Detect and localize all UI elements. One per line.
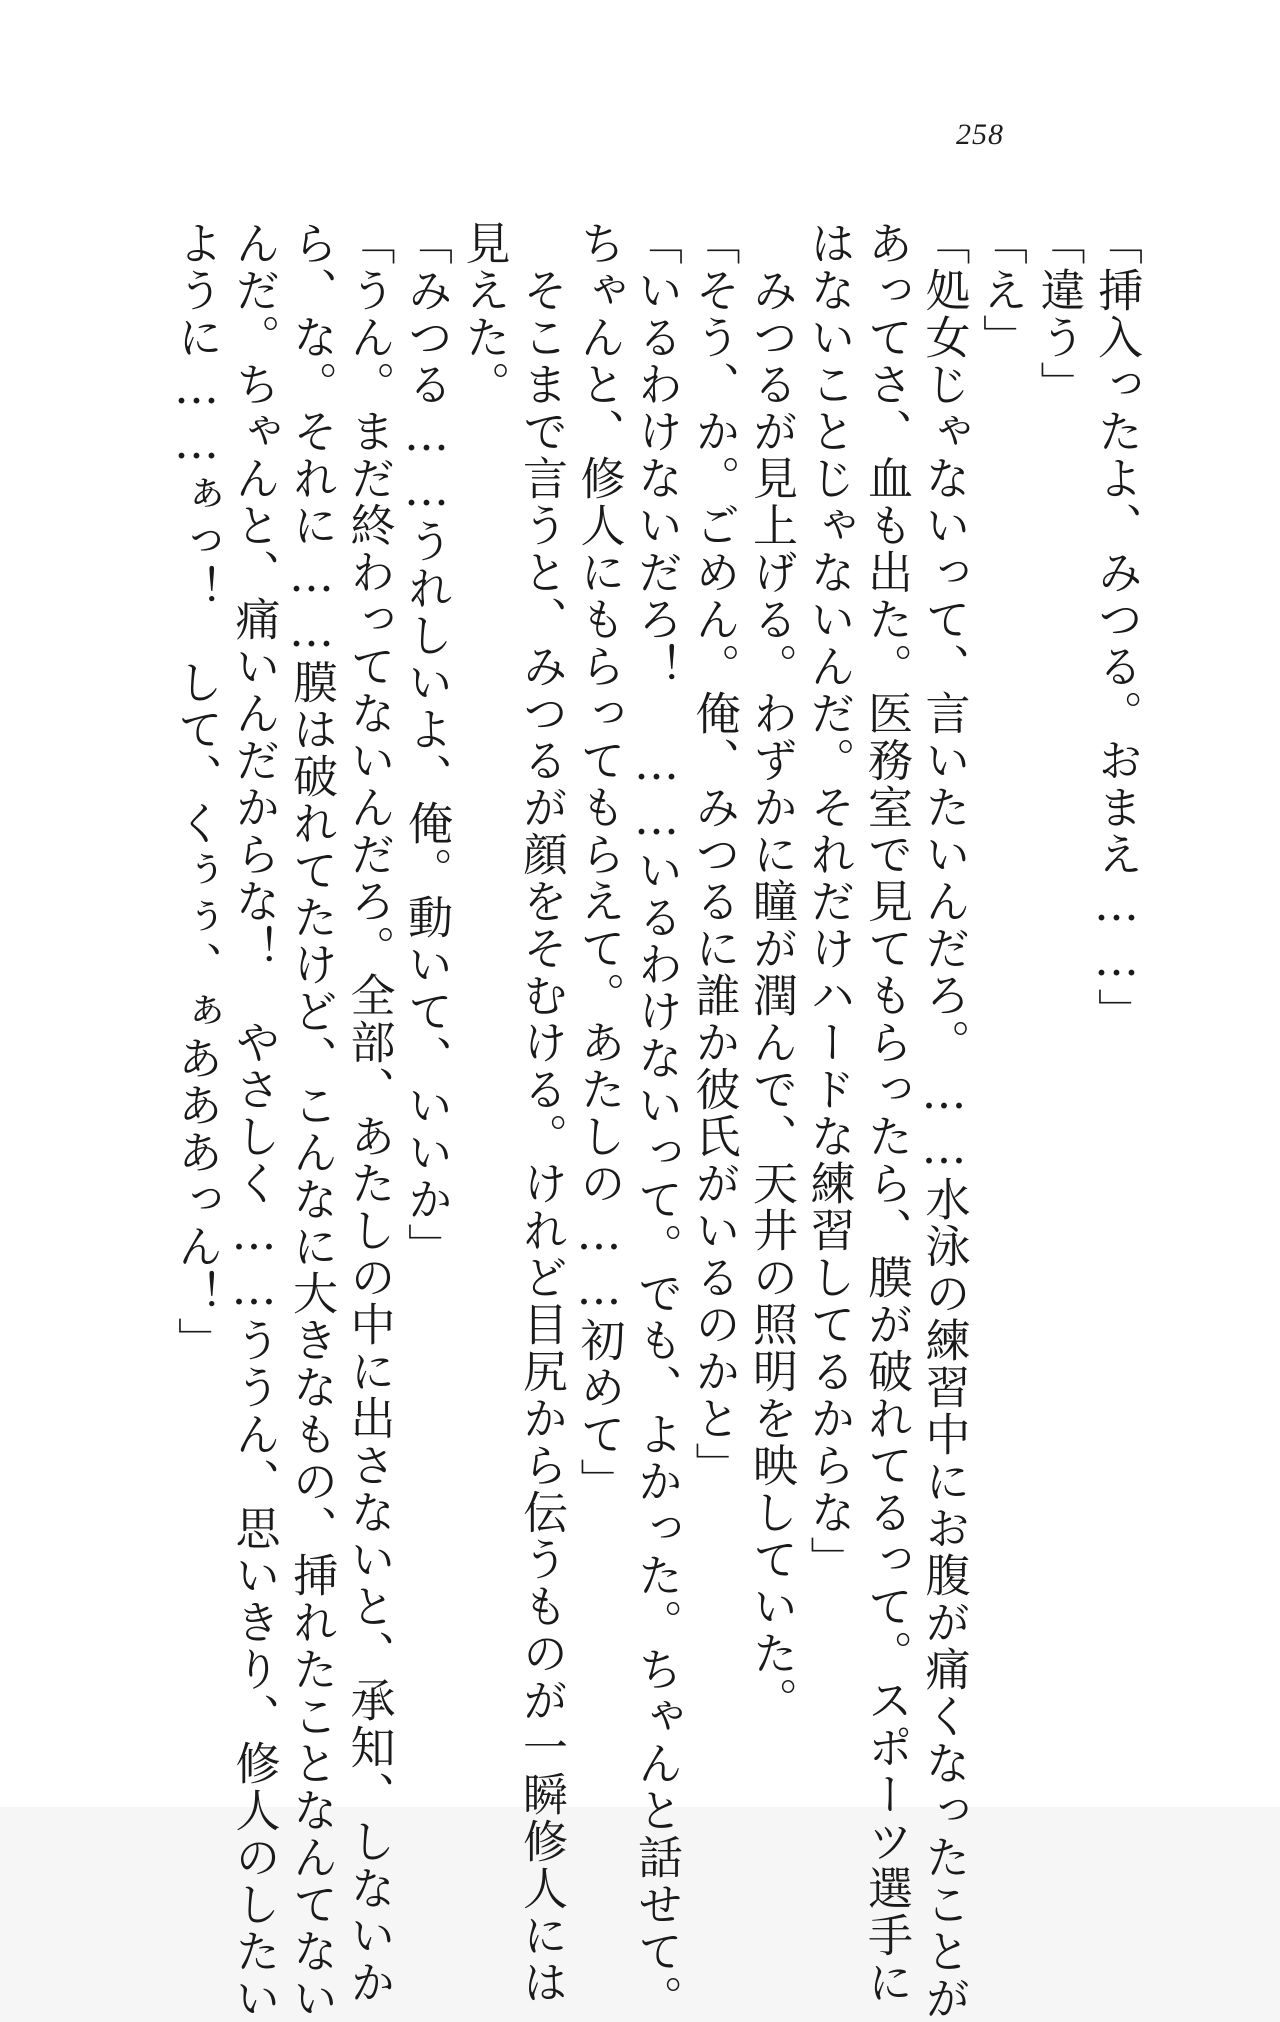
page-number: 258 bbox=[956, 118, 1004, 151]
text-line: あってさ、血も出た。医務室で見てもらったら、膜が破れてるって。スポーツ選手に bbox=[860, 220, 913, 2006]
text-line: みつるが見上げる。わずかに瞳が潤んで、天井の照明を映していた。 bbox=[745, 220, 798, 1724]
text-line: ら、な。それに……膜は破れてたけど、こんなに大きなもの、挿れたことなんてない bbox=[285, 220, 338, 2022]
text-line: 見えた。 bbox=[457, 220, 511, 408]
text-line: 「みつる……うれしいよ、俺。動いて、いいか」 bbox=[400, 220, 453, 1270]
text-line: ように……ぁっ！ して、くぅぅ、ぁあああっん！」 bbox=[170, 220, 223, 1364]
text-line: 「うん。まだ終わってないんだろ。全部、あたしの中に出さないと、承知、しないか bbox=[342, 220, 396, 2006]
text-line: ちゃんと、修人にもらってもらえて。あたしの……初めて」 bbox=[572, 220, 626, 1505]
text-line: んだ。ちゃんと、痛いんだからな！ やさしく……ううん、思いきり、修人のしたい bbox=[227, 220, 281, 2022]
text-line: はないことじゃないんだ。それだけハードな練習してるからな」 bbox=[802, 220, 856, 1583]
text-line: そこまで言うと、みつるが顔をそむける。けれど目尻から伝うものが一瞬修人には bbox=[515, 220, 568, 2006]
text-line: 「え」 bbox=[975, 220, 1028, 361]
text-line: 「処女じゃないって、言いたいんだろ。……水泳の練習中にお腹が痛くなったことが bbox=[917, 220, 971, 2022]
text-line: 「そう、か。ごめん。俺、みつるに誰か彼氏がいるのかと」 bbox=[687, 220, 741, 1489]
text-line: 「違う」 bbox=[1032, 220, 1086, 408]
text-line: 「挿入ったよ、みつる。おまえ……」 bbox=[1090, 220, 1143, 1035]
vertical-text-body bbox=[125, 220, 1145, 2022]
text-line: 「いるわけないだろ！ ……いるわけないって。でも、よかった。ちゃんと話せて。 bbox=[630, 220, 683, 2022]
